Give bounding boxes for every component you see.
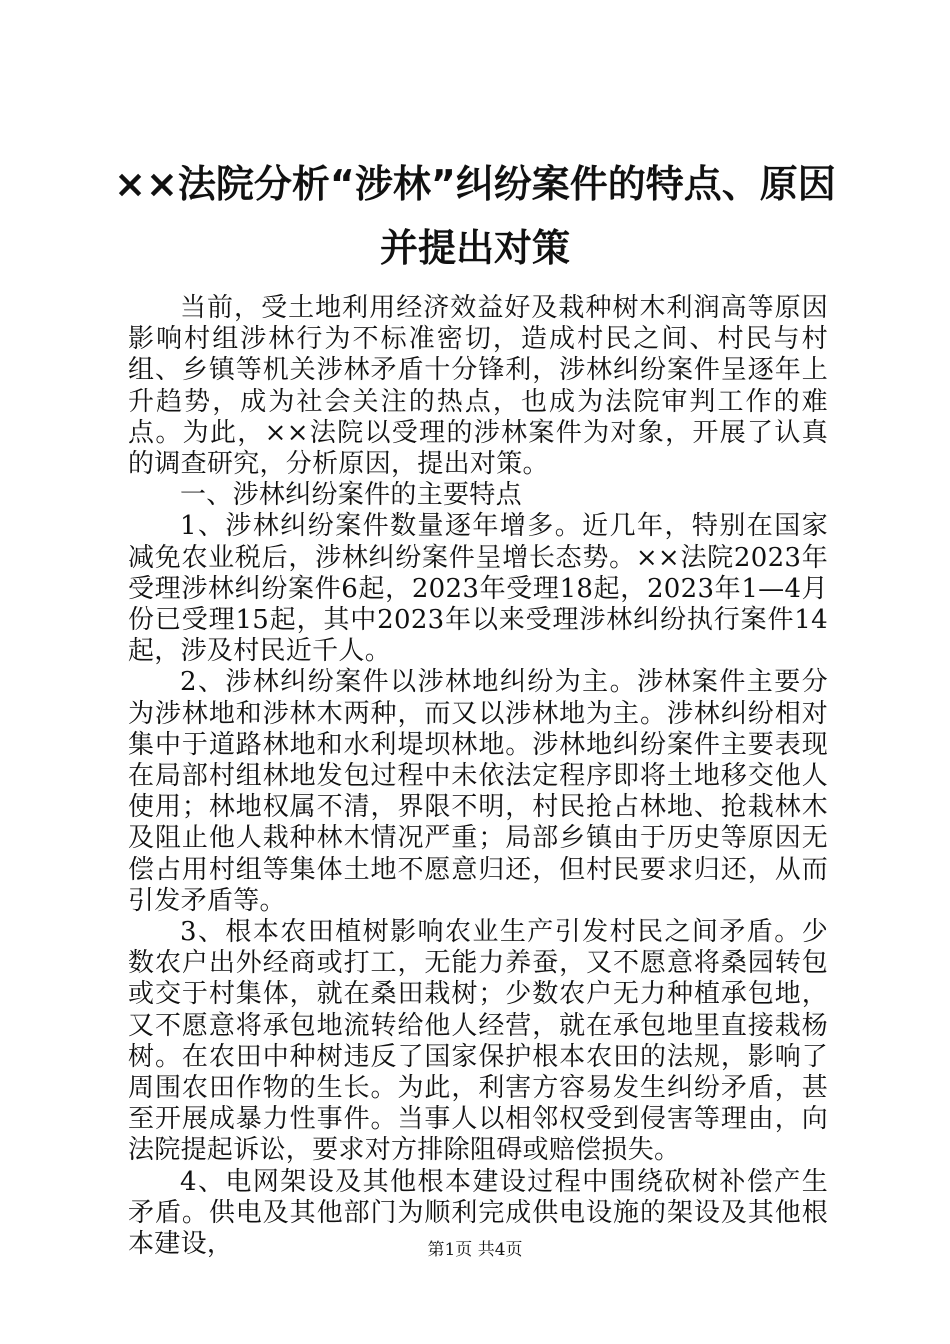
document-title-line-1: ××法院分析“涉林”纠纷案件的特点、原因 — [114, 162, 836, 206]
paragraph-point-1: 1、涉林纠纷案件数量逐年增多。近几年，特别在国家减免农业税后，涉林纠纷案件呈增长态势。××法院2023年受理涉林纠纷案件6起，2023年受理18起，2023年1—4月份已受理15起，其中2023年以来受理涉林纠纷执行案件14起，涉及村民近千人。 — [128, 511, 828, 667]
section-heading-1: 一、涉林纠纷案件的主要特点 — [180, 480, 522, 511]
paragraph-point-3: 3、根本农田植树影响农业生产引发村民之间矛盾。少数农户出外经商或打工，无能力养蚕，又不愿意将桑园转包或交于村集体，就在桑田栽树；少数农户无力种植承包地，又不愿意将承包地流转给他人经营，就在承包地里直接栽杨树。在农田中种树违反了国家保护根本农田的法规，影响了周围农田作物的生长。为此，利害方容易发生纠纷矛盾，甚至开展成暴力性事件。当事人以相邻权受到侵害等理由，向法院提起诉讼，要求对方排除阻碍或赔偿损失。 — [128, 917, 828, 1166]
document-title-line-2: 并提出对策 — [379, 226, 570, 270]
paragraph-point-2: 2、涉林纠纷案件以涉林地纠纷为主。涉林案件主要分为涉林地和涉林木两种，而又以涉林地为主。涉林纠纷相对集中于道路林地和水利堤坝林地。涉林地纠纷案件主要表现在局部村组林地发包过程中未依法定程序即将土地移交他人使用；林地权属不清，界限不明，村民抢占林地、抢栽林木及阻止他人栽种林木情况严重；局部乡镇由于历史等原因无偿占用村组等集体土地不愿意归还，但村民要求归还，从而引发矛盾等。 — [128, 667, 828, 916]
paragraph-point-4: 4、电网架设及其他根本建设过程中围绕砍树补偿产生矛盾。供电及其他部门为顺利完成供电设施的架设及其他根本建设， — [128, 1166, 828, 1260]
document-body — [128, 293, 828, 1260]
paragraph-intro: 当前，受土地利用经济效益好及栽种树木利润高等原因影响村组涉林行为不标准密切，造成村民之间、村民与村组、乡镇等机关涉林矛盾十分锋利，涉林纠纷案件呈逐年上升趋势，成为社会关注的热点，也成为法院审判工作的难点。为此，××法院以受理的涉林案件为对象，开展了认真的调查研究，分析原因，提出对策。 — [128, 293, 828, 480]
page-footer: 第1页 共4页 — [427, 1240, 523, 1260]
